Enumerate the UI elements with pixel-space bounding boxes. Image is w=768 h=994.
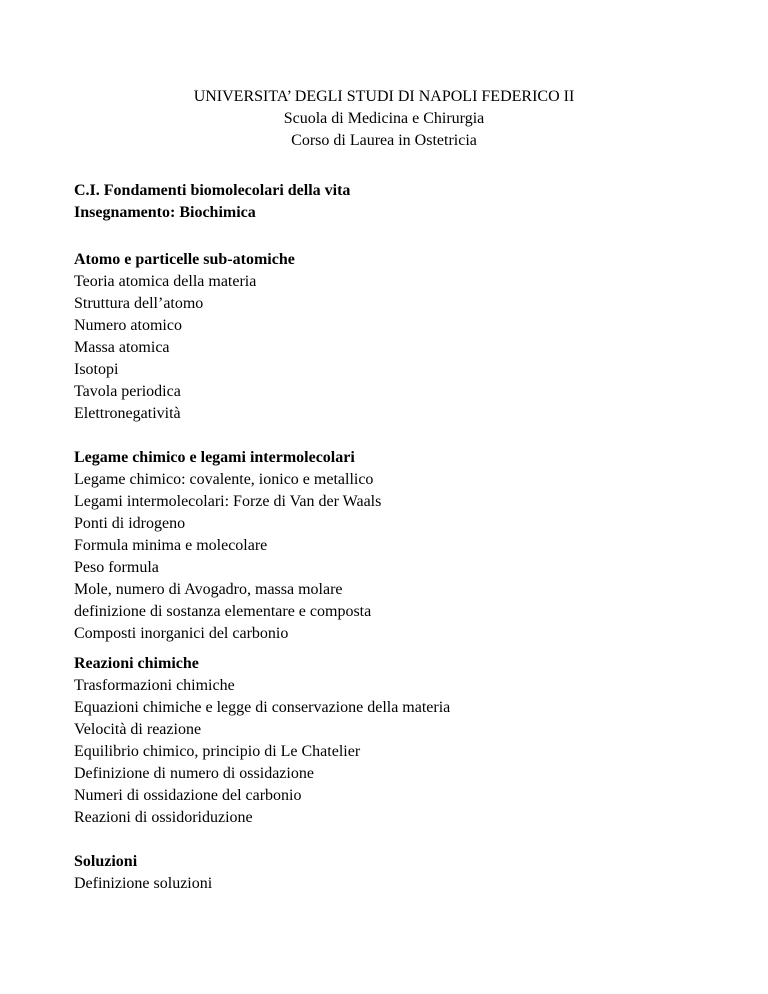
section-reazioni	[74, 653, 450, 829]
list-item: Tavola periodica	[74, 383, 181, 400]
list-item: Definizione soluzioni	[74, 875, 213, 892]
section-title: Legame chimico e legami intermolecolari	[74, 449, 355, 466]
course-info	[74, 180, 350, 224]
list-item: Peso formula	[74, 559, 159, 576]
list-item: Reazioni di ossidoriduzione	[74, 809, 253, 826]
list-item: Numeri di ossidazione del carbonio	[74, 787, 302, 804]
list-item: Trasformazioni chimiche	[74, 677, 235, 694]
section-title: Soluzioni	[74, 853, 138, 870]
list-item: Ponti di idrogeno	[74, 515, 186, 532]
list-item: Legami intermolecolari: Forze di Van der Waals	[74, 493, 382, 510]
list-item: Isotopi	[74, 361, 119, 378]
section-soluzioni	[74, 851, 212, 895]
university-name: UNIVERSITA’ DEGLI STUDI DI NAPOLI FEDERICO II	[193, 88, 575, 105]
list-item: Composti inorganici del carbonio	[74, 625, 289, 642]
list-item: Struttura dell’atomo	[74, 295, 204, 312]
list-item: Legame chimico: covalente, ionico e metallico	[74, 471, 374, 488]
list-item: Massa atomica	[74, 339, 170, 356]
list-item: Elettronegatività	[74, 405, 181, 422]
list-item: Equilibrio chimico, principio di Le Chatelier	[74, 743, 361, 760]
list-item: Formula minima e molecolare	[74, 537, 268, 554]
list-item: Velocità di reazione	[74, 721, 202, 738]
school-name: Scuola di Medicina e Chirurgia	[283, 110, 485, 127]
degree-name: Corso di Laurea in Ostetricia	[291, 132, 477, 149]
module-title: C.I. Fondamenti biomolecolari della vita	[74, 182, 351, 199]
list-item: Equazioni chimiche e legge di conservazione della materia	[74, 699, 451, 716]
section-legame	[74, 447, 381, 645]
list-item: Numero atomico	[74, 317, 182, 334]
document-header	[0, 86, 768, 152]
list-item: Teoria atomica della materia	[74, 273, 257, 290]
list-item: Definizione di numero di ossidazione	[74, 765, 314, 782]
section-title: Reazioni chimiche	[74, 655, 199, 672]
section-title: Atomo e particelle sub-atomiche	[74, 251, 295, 268]
section-atomo	[74, 249, 295, 425]
list-item: Mole, numero di Avogadro, massa molare	[74, 581, 343, 598]
list-item: definizione di sostanza elementare e composta	[74, 603, 372, 620]
subject-title: Insegnamento: Biochimica	[74, 204, 256, 221]
